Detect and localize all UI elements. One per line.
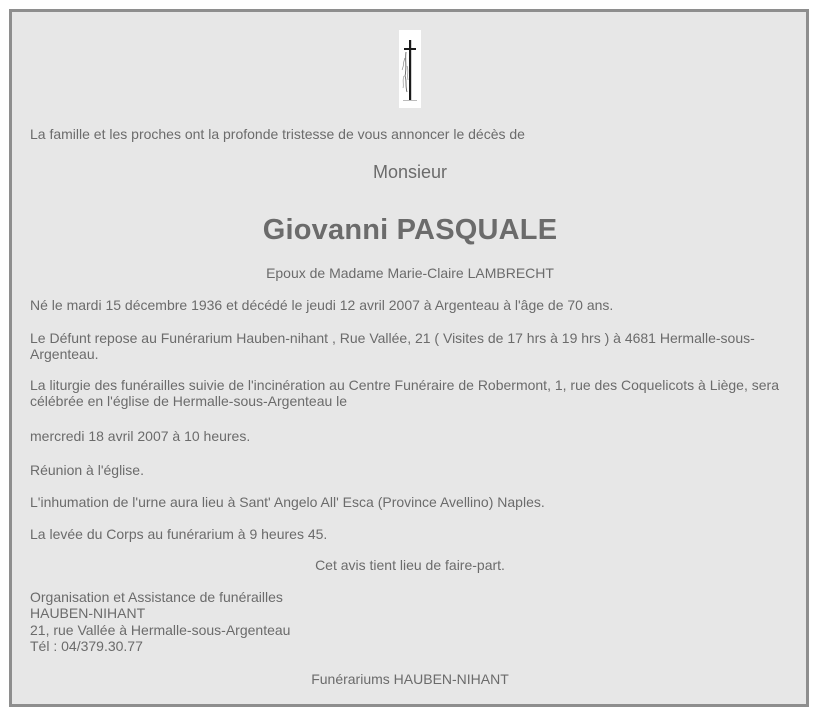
faire-part-text: Cet avis tient lieu de faire-part. — [315, 557, 505, 573]
organisation-line: Organisation et Assistance de funérailles — [30, 589, 283, 605]
deceased-name: Giovanni PASQUALE — [262, 214, 558, 246]
meeting-text: Réunion à l'église. — [30, 462, 144, 478]
cross-image — [399, 30, 421, 108]
organisation-phone: Tél : 04/379.30.77 — [30, 638, 143, 654]
repose-text: Le Défunt repose au Funérarium Hauben-nihant , Rue Vallée, 21 ( Visites de 17 hrs à 19 hrs ) à 4681 Hermalle-sous-Argenteau. — [30, 330, 755, 362]
liturgy-text: La liturgie des funérailles suivie de l'incinération au Centre Funéraire de Robermont, 1, rue des Coquelicots à Liège, sera célébrée en l'église de Hermalle-sous-Argenteau le — [30, 377, 779, 409]
spouse-text: Epoux de Madame Marie-Claire LAMBRECHT — [266, 265, 554, 281]
ceremony-date: mercredi 18 avril 2007 à 10 heures. — [30, 428, 251, 444]
urn-text: L'inhumation de l'urne aura lieu à Sant' Angelo All' Esca (Province Avellino) Naples. — [30, 494, 545, 510]
cross-icon — [399, 30, 421, 108]
intro-text: La famille et les proches ont la profonde tristesse de vous annoncer le décès de — [30, 126, 525, 142]
birth-death-text: Né le mardi 15 décembre 1936 et décédé le jeudi 12 avril 2007 à Argenteau à l'âge de 70 ans. — [30, 297, 614, 313]
honorific-title: Monsieur — [372, 162, 448, 182]
organisation-name: HAUBEN-NIHANT — [30, 605, 146, 621]
levee-text: La levée du Corps au funérarium à 9 heures 45. — [30, 526, 328, 542]
notice-frame — [9, 9, 809, 707]
footer-text: Funérariums HAUBEN-NIHANT — [311, 671, 509, 687]
organisation-address: 21, rue Vallée à Hermalle-sous-Argenteau — [30, 622, 291, 638]
